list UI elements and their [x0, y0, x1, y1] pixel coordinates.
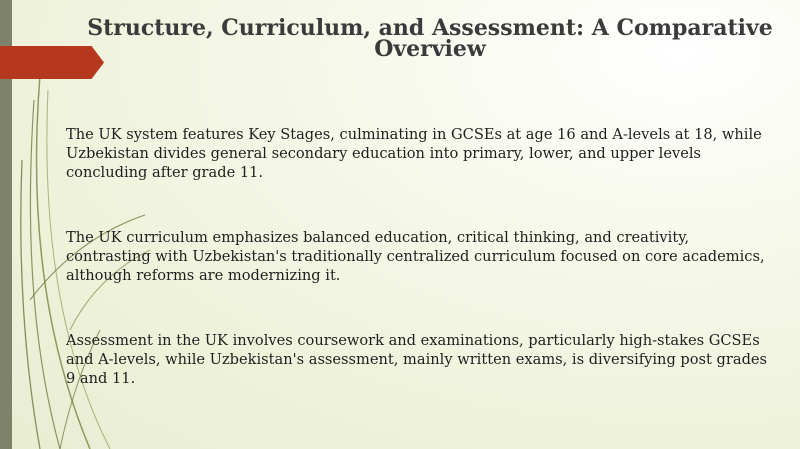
paragraph-curriculum: The UK curriculum emphasizes balanced education, critical thinking, and creativity, contrasting with Uzbekistan's traditionally centralized curriculum focused on core academics, although reforms are modernizing it. [66, 229, 765, 284]
paragraph-assessment: Assessment in the UK involves coursework and examinations, particularly high-stakes GCSEs and A-levels, while Uzbekistan's assessment, mainly written exams, is diversifying post grades 9 and 11. [66, 332, 768, 387]
paragraph-structure: The UK system features Key Stages, culminating in GCSEs at age 16 and A-levels at 18, while Uzbekistan divides general secondary education into primary, lower, and upper levels concluding after grade 11. [66, 126, 762, 181]
slide-title: Structure, Curriculum, and Assessment: A Comparative Overview [87, 15, 773, 62]
